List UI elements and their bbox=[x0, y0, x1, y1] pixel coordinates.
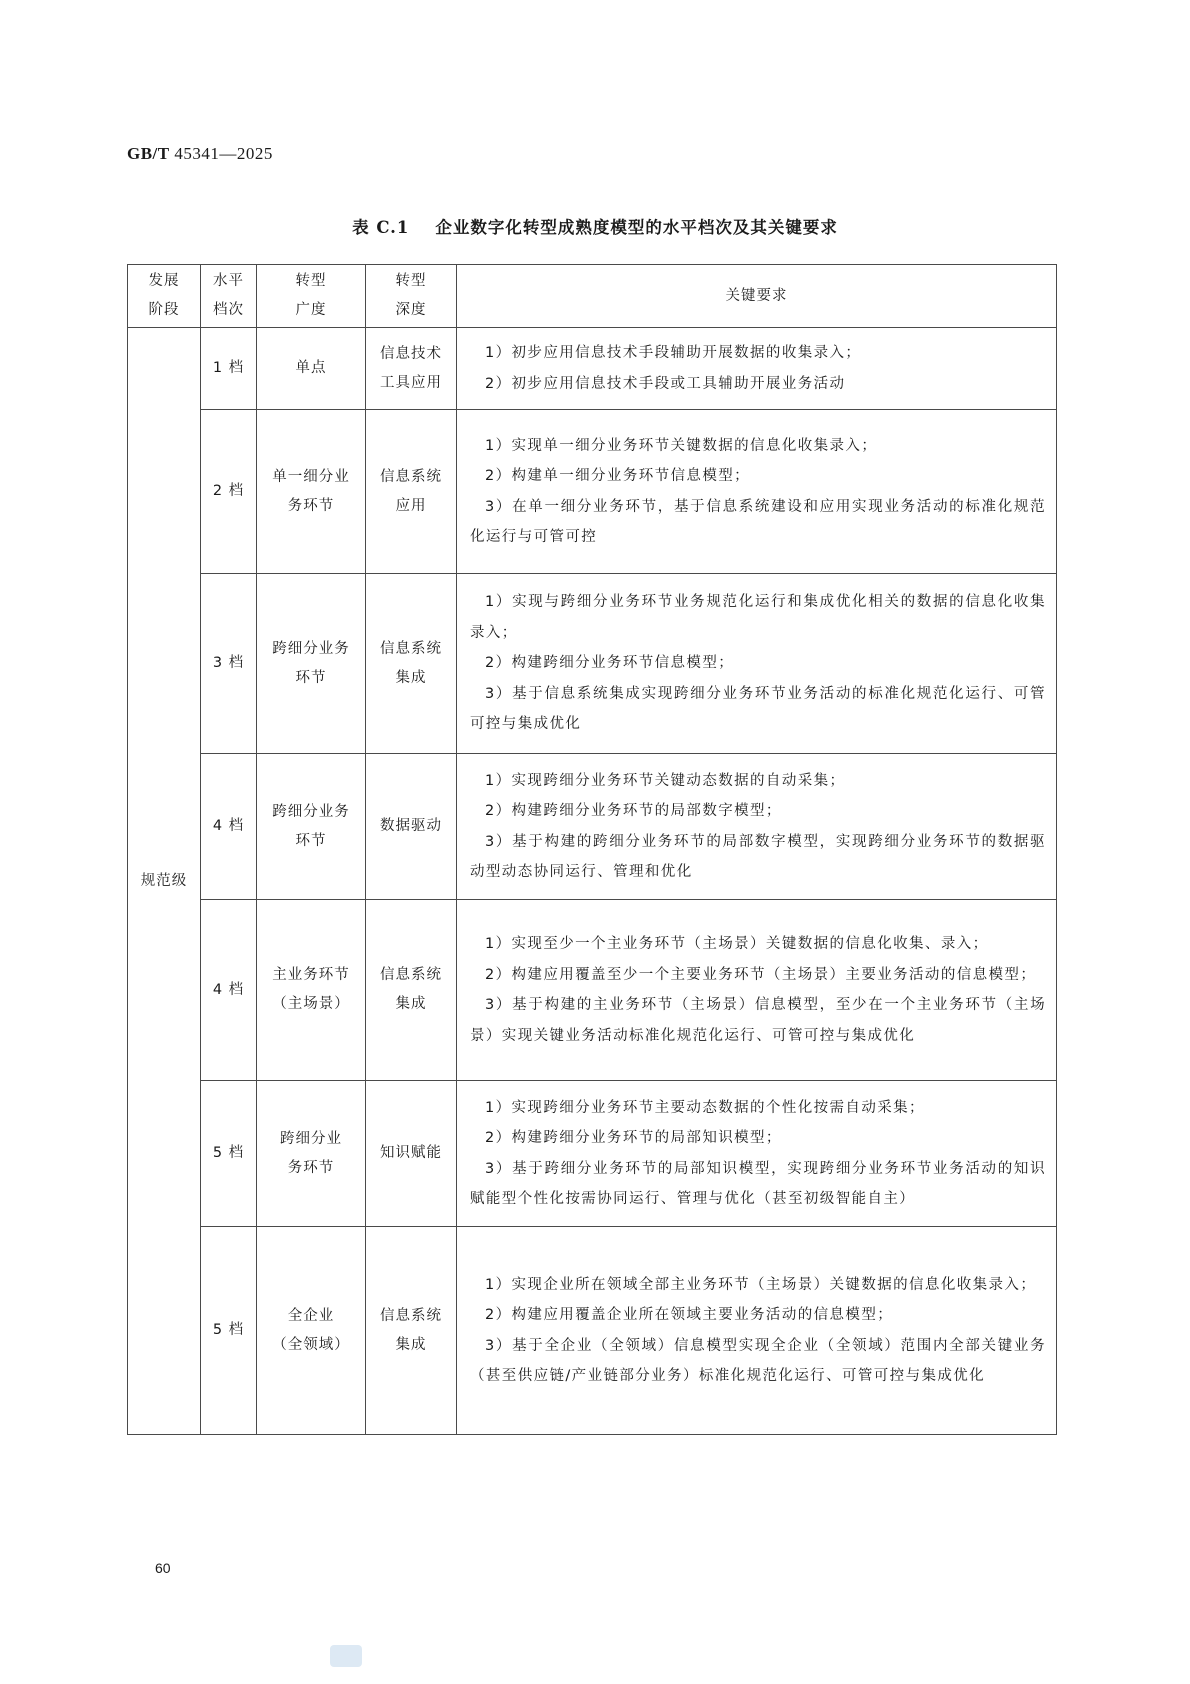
breadth-cell: 单一细分业 务环节 bbox=[257, 410, 366, 574]
header-level: 水平 档次 bbox=[201, 265, 257, 328]
header-depth: 转型 深度 bbox=[366, 265, 457, 328]
table-header-row bbox=[128, 265, 1057, 328]
depth-cell: 数据驱动 bbox=[366, 754, 457, 900]
breadth-cell: 主业务环节 （主场景） bbox=[257, 900, 366, 1081]
table-row bbox=[128, 1227, 1057, 1435]
table-caption bbox=[0, 214, 1190, 238]
stage-cell: 规范级 bbox=[128, 328, 201, 1435]
page-number: 60 bbox=[155, 1560, 171, 1576]
watermark-logo bbox=[330, 1645, 362, 1667]
depth-cell: 信息系统 集成 bbox=[366, 574, 457, 754]
breadth-cell: 跨细分业务 环节 bbox=[257, 754, 366, 900]
table-row bbox=[128, 754, 1057, 900]
level-cell: 5 档 bbox=[201, 1081, 257, 1227]
depth-cell: 信息系统 集成 bbox=[366, 1227, 457, 1435]
requirements-cell: 1）实现与跨细分业务环节业务规范化运行和集成优化相关的数据的信息化收集录入； 2）构建跨细分业务环节信息模型； 3）基于信息系统集成实现跨细分业务环节业务活动的标准化规范化运行、可管可控与集成优化 bbox=[457, 574, 1057, 754]
breadth-cell: 跨细分业 务环节 bbox=[257, 1081, 366, 1227]
breadth-cell: 跨细分业务 环节 bbox=[257, 574, 366, 754]
depth-cell: 信息系统 应用 bbox=[366, 410, 457, 574]
requirements-cell: 1）实现跨细分业务环节主要动态数据的个性化按需自动采集； 2）构建跨细分业务环节的局部知识模型； 3）基于跨细分业务环节的局部知识模型，实现跨细分业务环节业务活动的知识赋能型个性化按需协同运行、管理与优化（甚至初级智能自主） bbox=[457, 1081, 1057, 1227]
header-breadth: 转型 广度 bbox=[257, 265, 366, 328]
table-title: 企业数字化转型成熟度模型的水平档次及其关键要求 bbox=[435, 218, 838, 237]
standard-code bbox=[127, 144, 273, 164]
depth-cell: 知识赋能 bbox=[366, 1081, 457, 1227]
breadth-cell: 单点 bbox=[257, 328, 366, 410]
table-row bbox=[128, 900, 1057, 1081]
table-row bbox=[128, 410, 1057, 574]
table-row bbox=[128, 1081, 1057, 1227]
requirements-cell: 1）实现单一细分业务环节关键数据的信息化收集录入； 2）构建单一细分业务环节信息模型； 3）在单一细分业务环节，基于信息系统建设和应用实现业务活动的标准化规范化运行与可管可控 bbox=[457, 410, 1057, 574]
table-row bbox=[128, 328, 1057, 410]
standard-code-number: 45341—2025 bbox=[174, 144, 273, 163]
depth-cell: 信息系统 集成 bbox=[366, 900, 457, 1081]
header-requirements: 关键要求 bbox=[457, 265, 1057, 328]
standard-code-prefix: GB/T bbox=[127, 144, 170, 163]
requirements-cell: 1）实现至少一个主业务环节（主场景）关键数据的信息化收集、录入； 2）构建应用覆盖至少一个主要业务环节（主场景）主要业务活动的信息模型； 3）基于构建的主业务环节（主场景）信息模型，至少在一个主业务环节（主场景）实现关键业务活动标准化规范化运行、可管可控与集成优化 bbox=[457, 900, 1057, 1081]
level-cell: 1 档 bbox=[201, 328, 257, 410]
table-row bbox=[128, 574, 1057, 754]
breadth-cell: 全企业 （全领域） bbox=[257, 1227, 366, 1435]
table-number: 表 C.1 bbox=[352, 218, 410, 237]
level-cell: 2 档 bbox=[201, 410, 257, 574]
maturity-level-table bbox=[127, 264, 1057, 1435]
level-cell: 3 档 bbox=[201, 574, 257, 754]
level-cell: 4 档 bbox=[201, 754, 257, 900]
level-cell: 4 档 bbox=[201, 900, 257, 1081]
requirements-cell: 1）实现跨细分业务环节关键动态数据的自动采集； 2）构建跨细分业务环节的局部数字模型； 3）基于构建的跨细分业务环节的局部数字模型，实现跨细分业务环节的数据驱动型动态协同运行、管理和优化 bbox=[457, 754, 1057, 900]
header-stage: 发展 阶段 bbox=[128, 265, 201, 328]
level-cell: 5 档 bbox=[201, 1227, 257, 1435]
depth-cell: 信息技术 工具应用 bbox=[366, 328, 457, 410]
requirements-cell: 1）初步应用信息技术手段辅助开展数据的收集录入； 2）初步应用信息技术手段或工具辅助开展业务活动 bbox=[457, 328, 1057, 410]
requirements-cell: 1）实现企业所在领域全部主业务环节（主场景）关键数据的信息化收集录入； 2）构建应用覆盖企业所在领域主要业务活动的信息模型； 3）基于全企业（全领域）信息模型实现全企业（全领域）范围内全部关键业务（甚至供应链/产业链部分业务）标准化规范化运行、可管可控与集成优化 bbox=[457, 1227, 1057, 1435]
